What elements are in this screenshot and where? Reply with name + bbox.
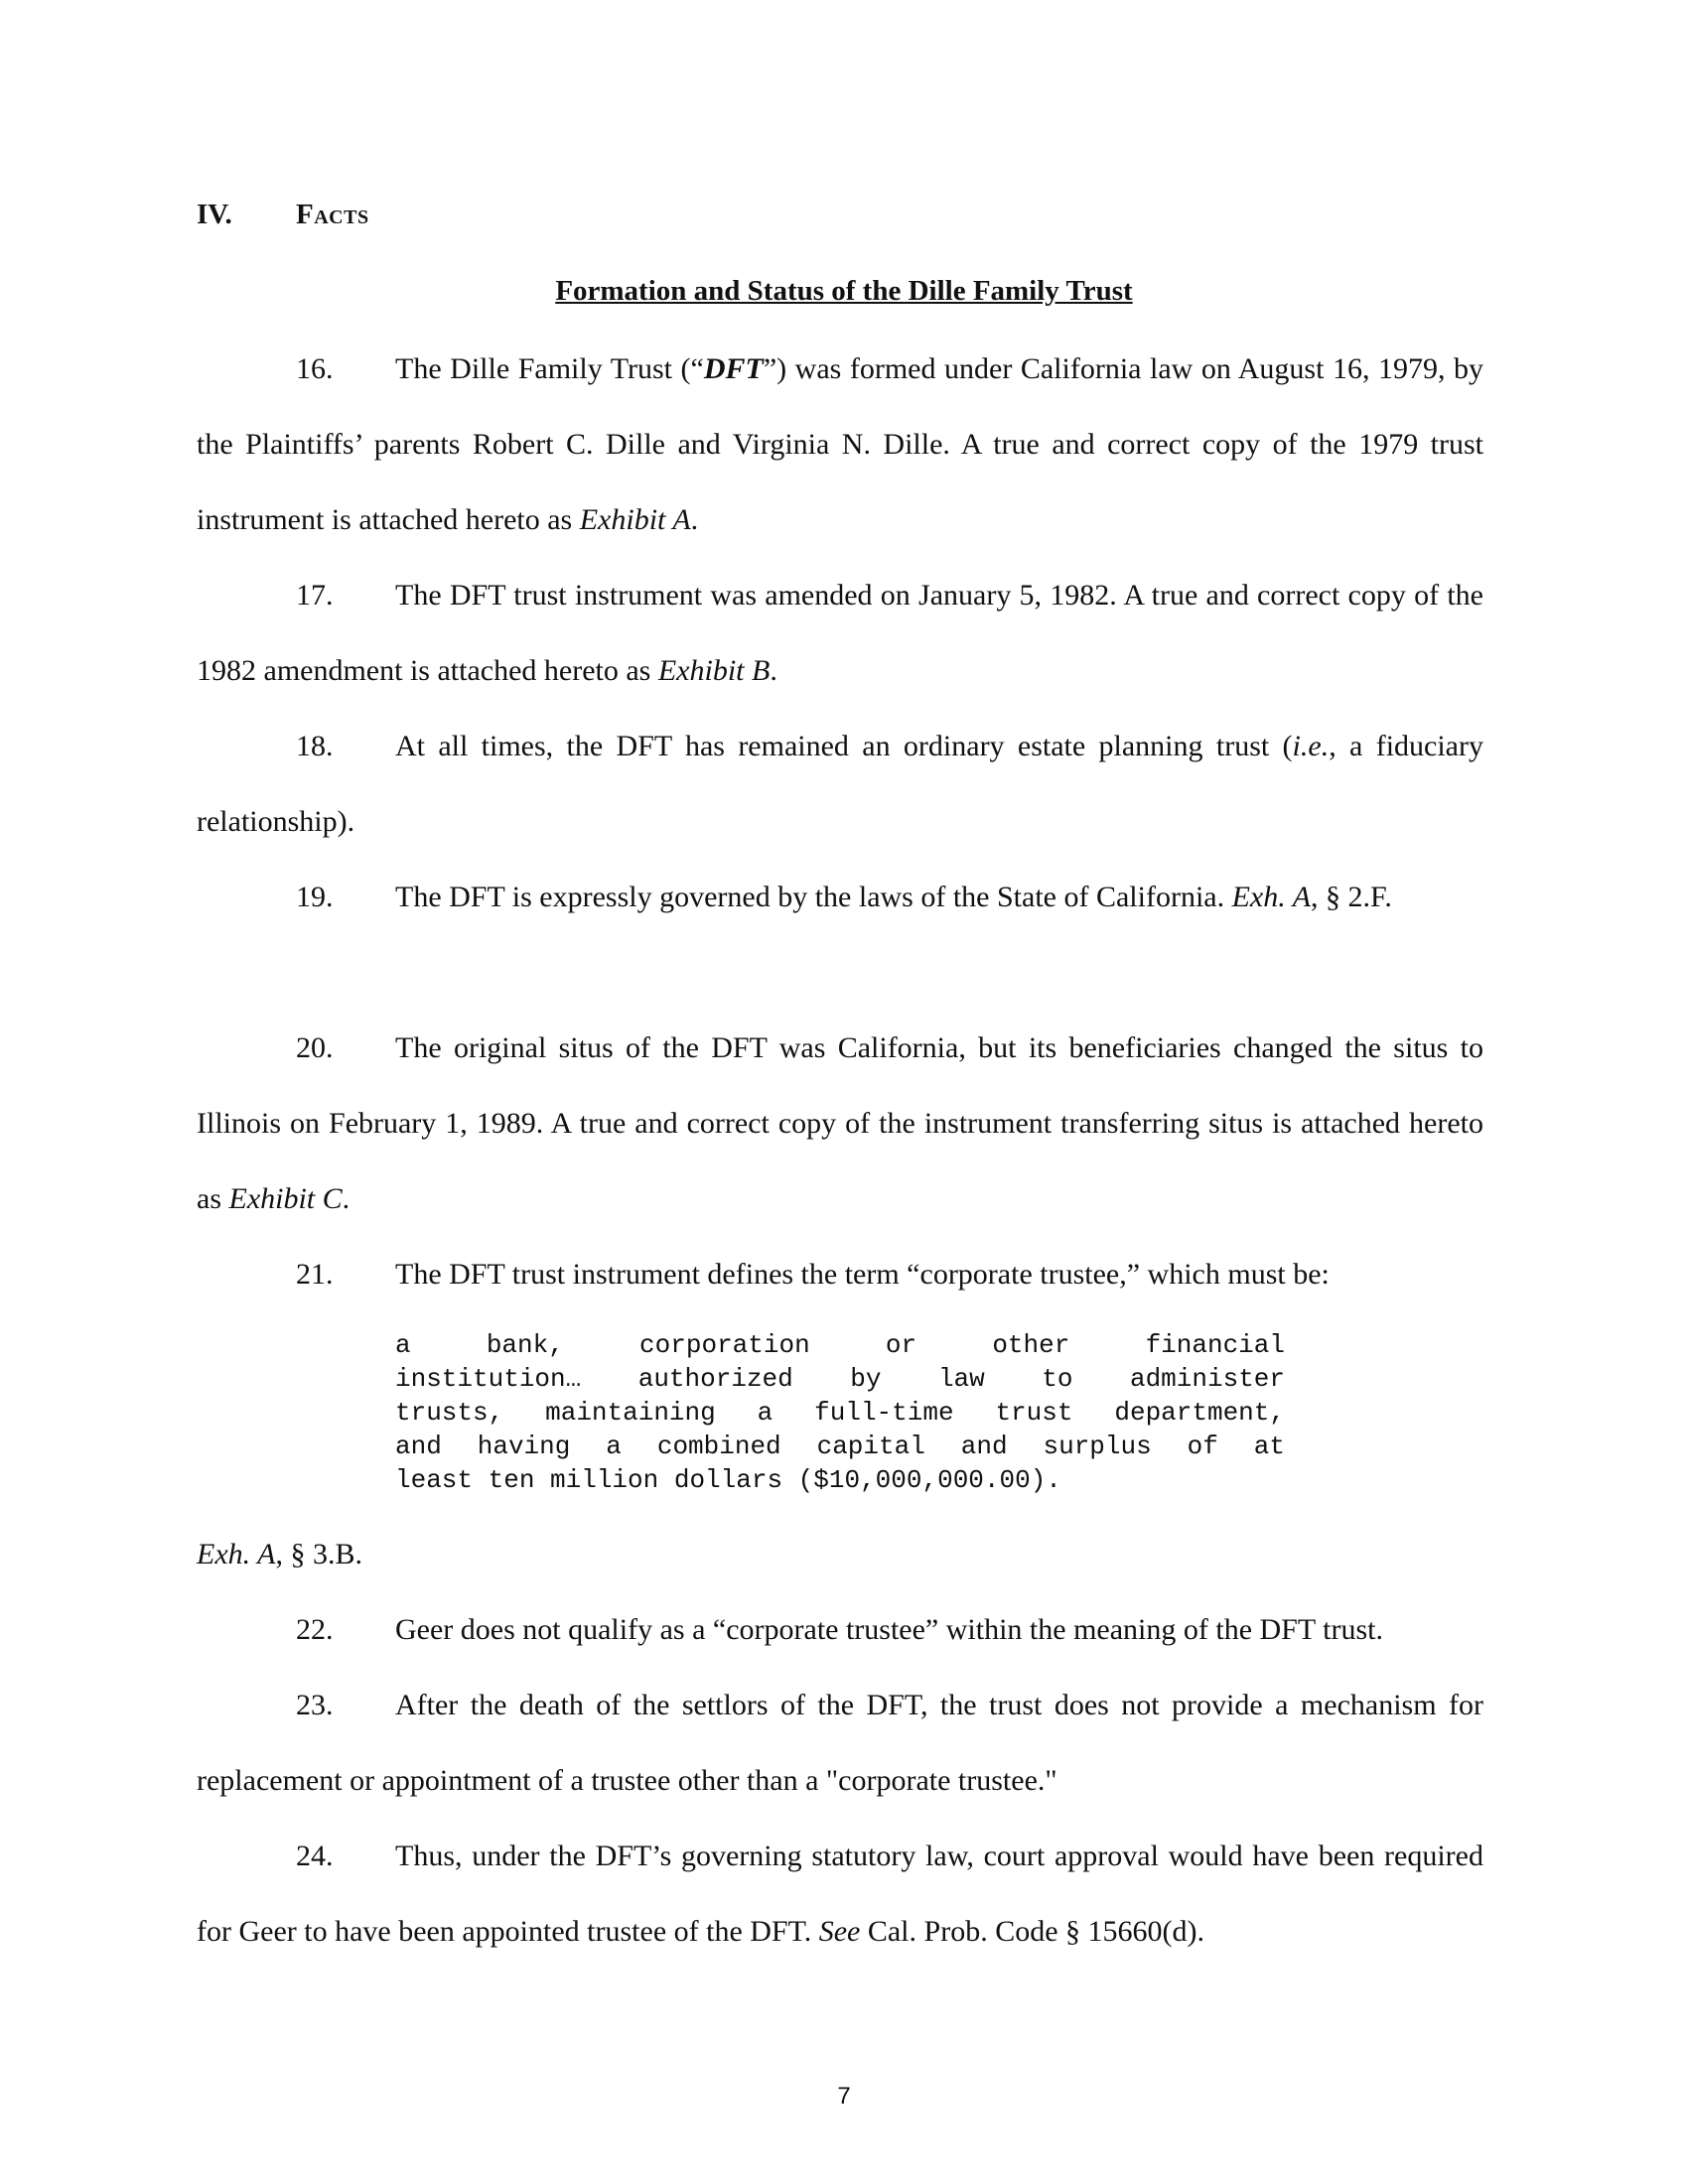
paragraph-number: 23. xyxy=(296,1689,334,1721)
italic-text: i.e. xyxy=(1292,730,1330,762)
paragraph-number: 24. xyxy=(296,1840,334,1872)
exhibit-citation: Exh. A xyxy=(1231,881,1312,913)
subheading: Formation and Status of the Dille Family Trust xyxy=(555,275,1133,307)
quote-line: and having a combined capital and surplus of at xyxy=(395,1432,1285,1461)
paragraph-number: 18. xyxy=(296,730,334,762)
paragraph-text: The DFT trust instrument was amended on January 5, 1982. A true and correct copy of the 1982 amendment is attached hereto as xyxy=(197,579,1483,687)
section-heading xyxy=(197,199,369,231)
quote-citation xyxy=(197,1517,1483,1592)
paragraph-text: The DFT trust instrument defines the term “corporate trustee,” which must be: xyxy=(395,1258,1330,1291)
paragraph-20 xyxy=(197,1011,1483,1237)
quote-line: a bank, corporation or other financial xyxy=(395,1330,1285,1360)
paragraph-19 xyxy=(197,860,1483,935)
paragraph-number: 21. xyxy=(296,1258,334,1291)
paragraph-text: , a fiduciary relationship). xyxy=(197,730,1483,838)
paragraph-number: 22. xyxy=(296,1613,334,1646)
paragraph-18 xyxy=(197,709,1483,860)
paragraph-number: 19. xyxy=(296,881,334,913)
paragraph-22 xyxy=(197,1592,1483,1668)
exhibit-reference: Exhibit B xyxy=(657,654,771,687)
paragraph-text: The Dille Family Trust (“ xyxy=(395,352,704,385)
citation-section: , § 3.B. xyxy=(275,1538,362,1570)
quote-line: trusts, maintaining a full-time trust department, xyxy=(395,1398,1285,1428)
paragraph-text: Cal. Prob. Code § 15660(d). xyxy=(860,1915,1204,1948)
quote-line: institution… authorized by law to administer xyxy=(395,1364,1285,1394)
block-quote xyxy=(395,1328,1285,1497)
paragraph-text: ”) was formed under California law on August 16, 1979, by the Plaintiffs’ parents Robert C. Dille and Virginia N. Dille. A true and correct copy of the 1979 trust instrument is attached hereto as xyxy=(197,352,1484,536)
paragraph-text: . xyxy=(690,503,699,536)
paragraph-text: The original situs of the DFT was California, but its beneficiaries changed the situs to Illinois on February 1, 1989. A true and correct copy of the instrument transferring situs is attached hereto as xyxy=(197,1031,1483,1215)
signal-word: See xyxy=(818,1915,861,1948)
paragraph-21 xyxy=(197,1237,1483,1312)
paragraph-text: After the death of the settlors of the DFT, the trust does not provide a mechanism for replacement or appointment of a trustee other than a "corporate trustee." xyxy=(197,1689,1483,1797)
paragraph-number: 20. xyxy=(296,1031,334,1064)
paragraph-23 xyxy=(197,1668,1483,1819)
paragraph-16 xyxy=(197,332,1483,558)
paragraph-text: At all times, the DFT has remained an ordinary estate planning trust ( xyxy=(395,730,1293,762)
paragraph-number: 16. xyxy=(296,352,334,385)
defined-term: DFT xyxy=(703,352,764,385)
section-title: Facts xyxy=(296,199,369,230)
page-number: 7 xyxy=(837,2083,851,2110)
section-number: IV. xyxy=(197,199,232,230)
paragraph-text: . xyxy=(770,654,777,687)
paragraph-text: . xyxy=(342,1182,351,1215)
exhibit-reference: Exhibit A xyxy=(579,503,691,536)
paragraph-text: The DFT is expressly governed by the laws of the State of California. xyxy=(395,881,1232,913)
paragraph-number: 17. xyxy=(296,579,334,612)
exhibit-citation: Exh. A xyxy=(197,1538,276,1570)
paragraph-text: Geer does not qualify as a “corporate trustee” within the meaning of the DFT trust. xyxy=(395,1613,1383,1646)
paragraph-17 xyxy=(197,558,1483,709)
paragraph-24 xyxy=(197,1819,1483,1970)
quote-line: least ten million dollars ($10,000,000.00). xyxy=(395,1465,1061,1495)
paragraph-text: Thus, under the DFT’s governing statutory law, court approval would have been required for Geer to have been appointed trustee of the DFT. xyxy=(197,1840,1483,1948)
exhibit-reference: Exhibit C xyxy=(228,1182,343,1215)
paragraph-text: , § 2.F. xyxy=(1311,881,1392,913)
